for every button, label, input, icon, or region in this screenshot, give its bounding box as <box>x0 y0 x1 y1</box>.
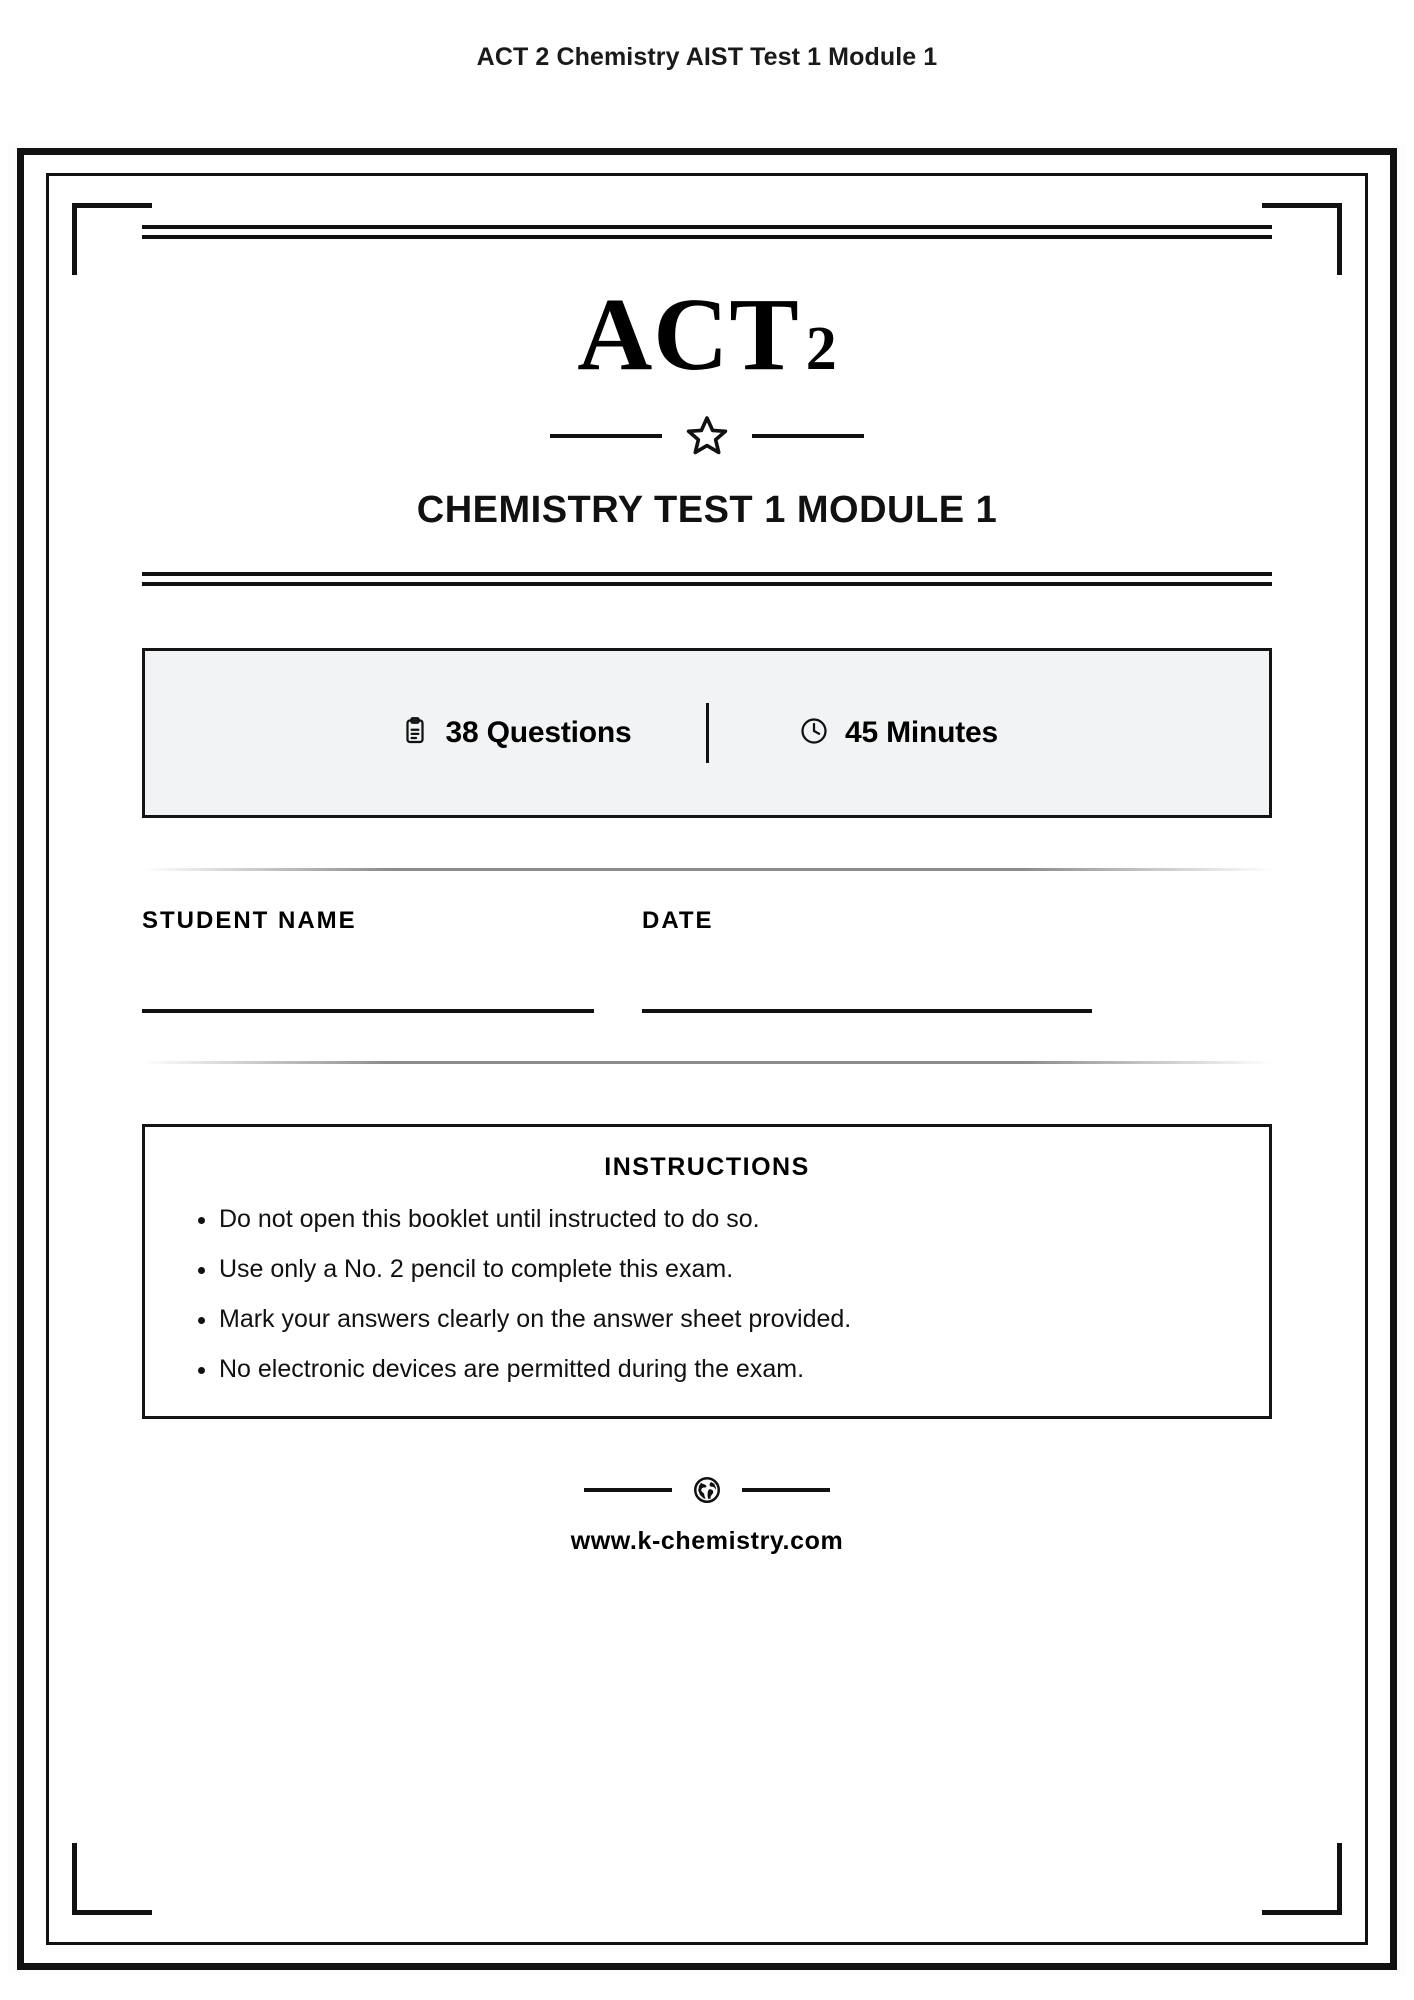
star-outline-icon <box>684 413 730 459</box>
instructions-list <box>179 1207 1235 1382</box>
page-title: ACT 2 Chemistry AIST Test 1 Module 1 <box>476 43 938 71</box>
list-item: • Do not open this booklet until instructed to do so. <box>219 1207 1235 1232</box>
divider-bottom-double-rule <box>142 572 1272 586</box>
divider-top-double-rule <box>142 225 1272 239</box>
footer-website-url[interactable]: www.k-chemistry.com <box>570 1527 844 1555</box>
cover-content <box>142 215 1272 1903</box>
footer-divider-line-right <box>742 1488 830 1492</box>
instructions-title: INSTRUCTIONS <box>604 1153 810 1181</box>
logo-wordmark <box>577 277 837 392</box>
divider-above-fields <box>142 868 1272 871</box>
exam-cover-sheet <box>8 143 1406 1975</box>
student-fields-row <box>142 907 1272 1013</box>
list-item: • No electronic devices are permitted during the exam. <box>219 1357 1235 1382</box>
duration-label: 45 Minutes <box>844 716 999 749</box>
divider-below-fields <box>142 1061 1272 1064</box>
instructions-box <box>142 1124 1272 1419</box>
exam-info-box <box>142 648 1272 818</box>
date-field[interactable] <box>642 907 1122 1013</box>
logo-suffix-text: 2 <box>805 315 837 383</box>
brand-logo <box>142 239 1272 532</box>
date-write-line[interactable] <box>642 1009 1092 1013</box>
exam-subtitle: CHEMISTRY TEST 1 MODULE 1 <box>416 489 998 531</box>
list-item: • Mark your answers clearly on the answer sheet provided. <box>219 1307 1235 1332</box>
star-divider-line-left <box>550 434 662 438</box>
clipboard-icon <box>400 716 430 751</box>
globe-icon <box>692 1475 722 1505</box>
corner-bracket-bottom-right <box>1262 1843 1342 1915</box>
student-name-field[interactable] <box>142 907 642 1013</box>
footer-divider <box>142 1475 1272 1505</box>
info-box-separator <box>706 703 709 763</box>
corner-bracket-top-left <box>72 203 152 275</box>
outer-border-frame <box>17 148 1397 1970</box>
student-name-label: STUDENT NAME <box>142 907 357 934</box>
clock-icon <box>799 716 829 751</box>
corner-bracket-bottom-left <box>72 1843 152 1915</box>
footer-divider-line-left <box>584 1488 672 1492</box>
student-name-write-line[interactable] <box>142 1009 594 1013</box>
star-divider <box>142 413 1272 459</box>
cover-footer <box>142 1475 1272 1556</box>
question-count-cell <box>366 716 666 751</box>
date-label: DATE <box>642 907 714 934</box>
logo-main-text: ACT <box>577 277 800 392</box>
star-divider-line-right <box>752 434 864 438</box>
question-count-label: 38 Questions <box>445 716 632 749</box>
duration-cell <box>749 716 1049 751</box>
corner-bracket-top-right <box>1262 203 1342 275</box>
list-item: • Use only a No. 2 pencil to complete this exam. <box>219 1257 1235 1282</box>
